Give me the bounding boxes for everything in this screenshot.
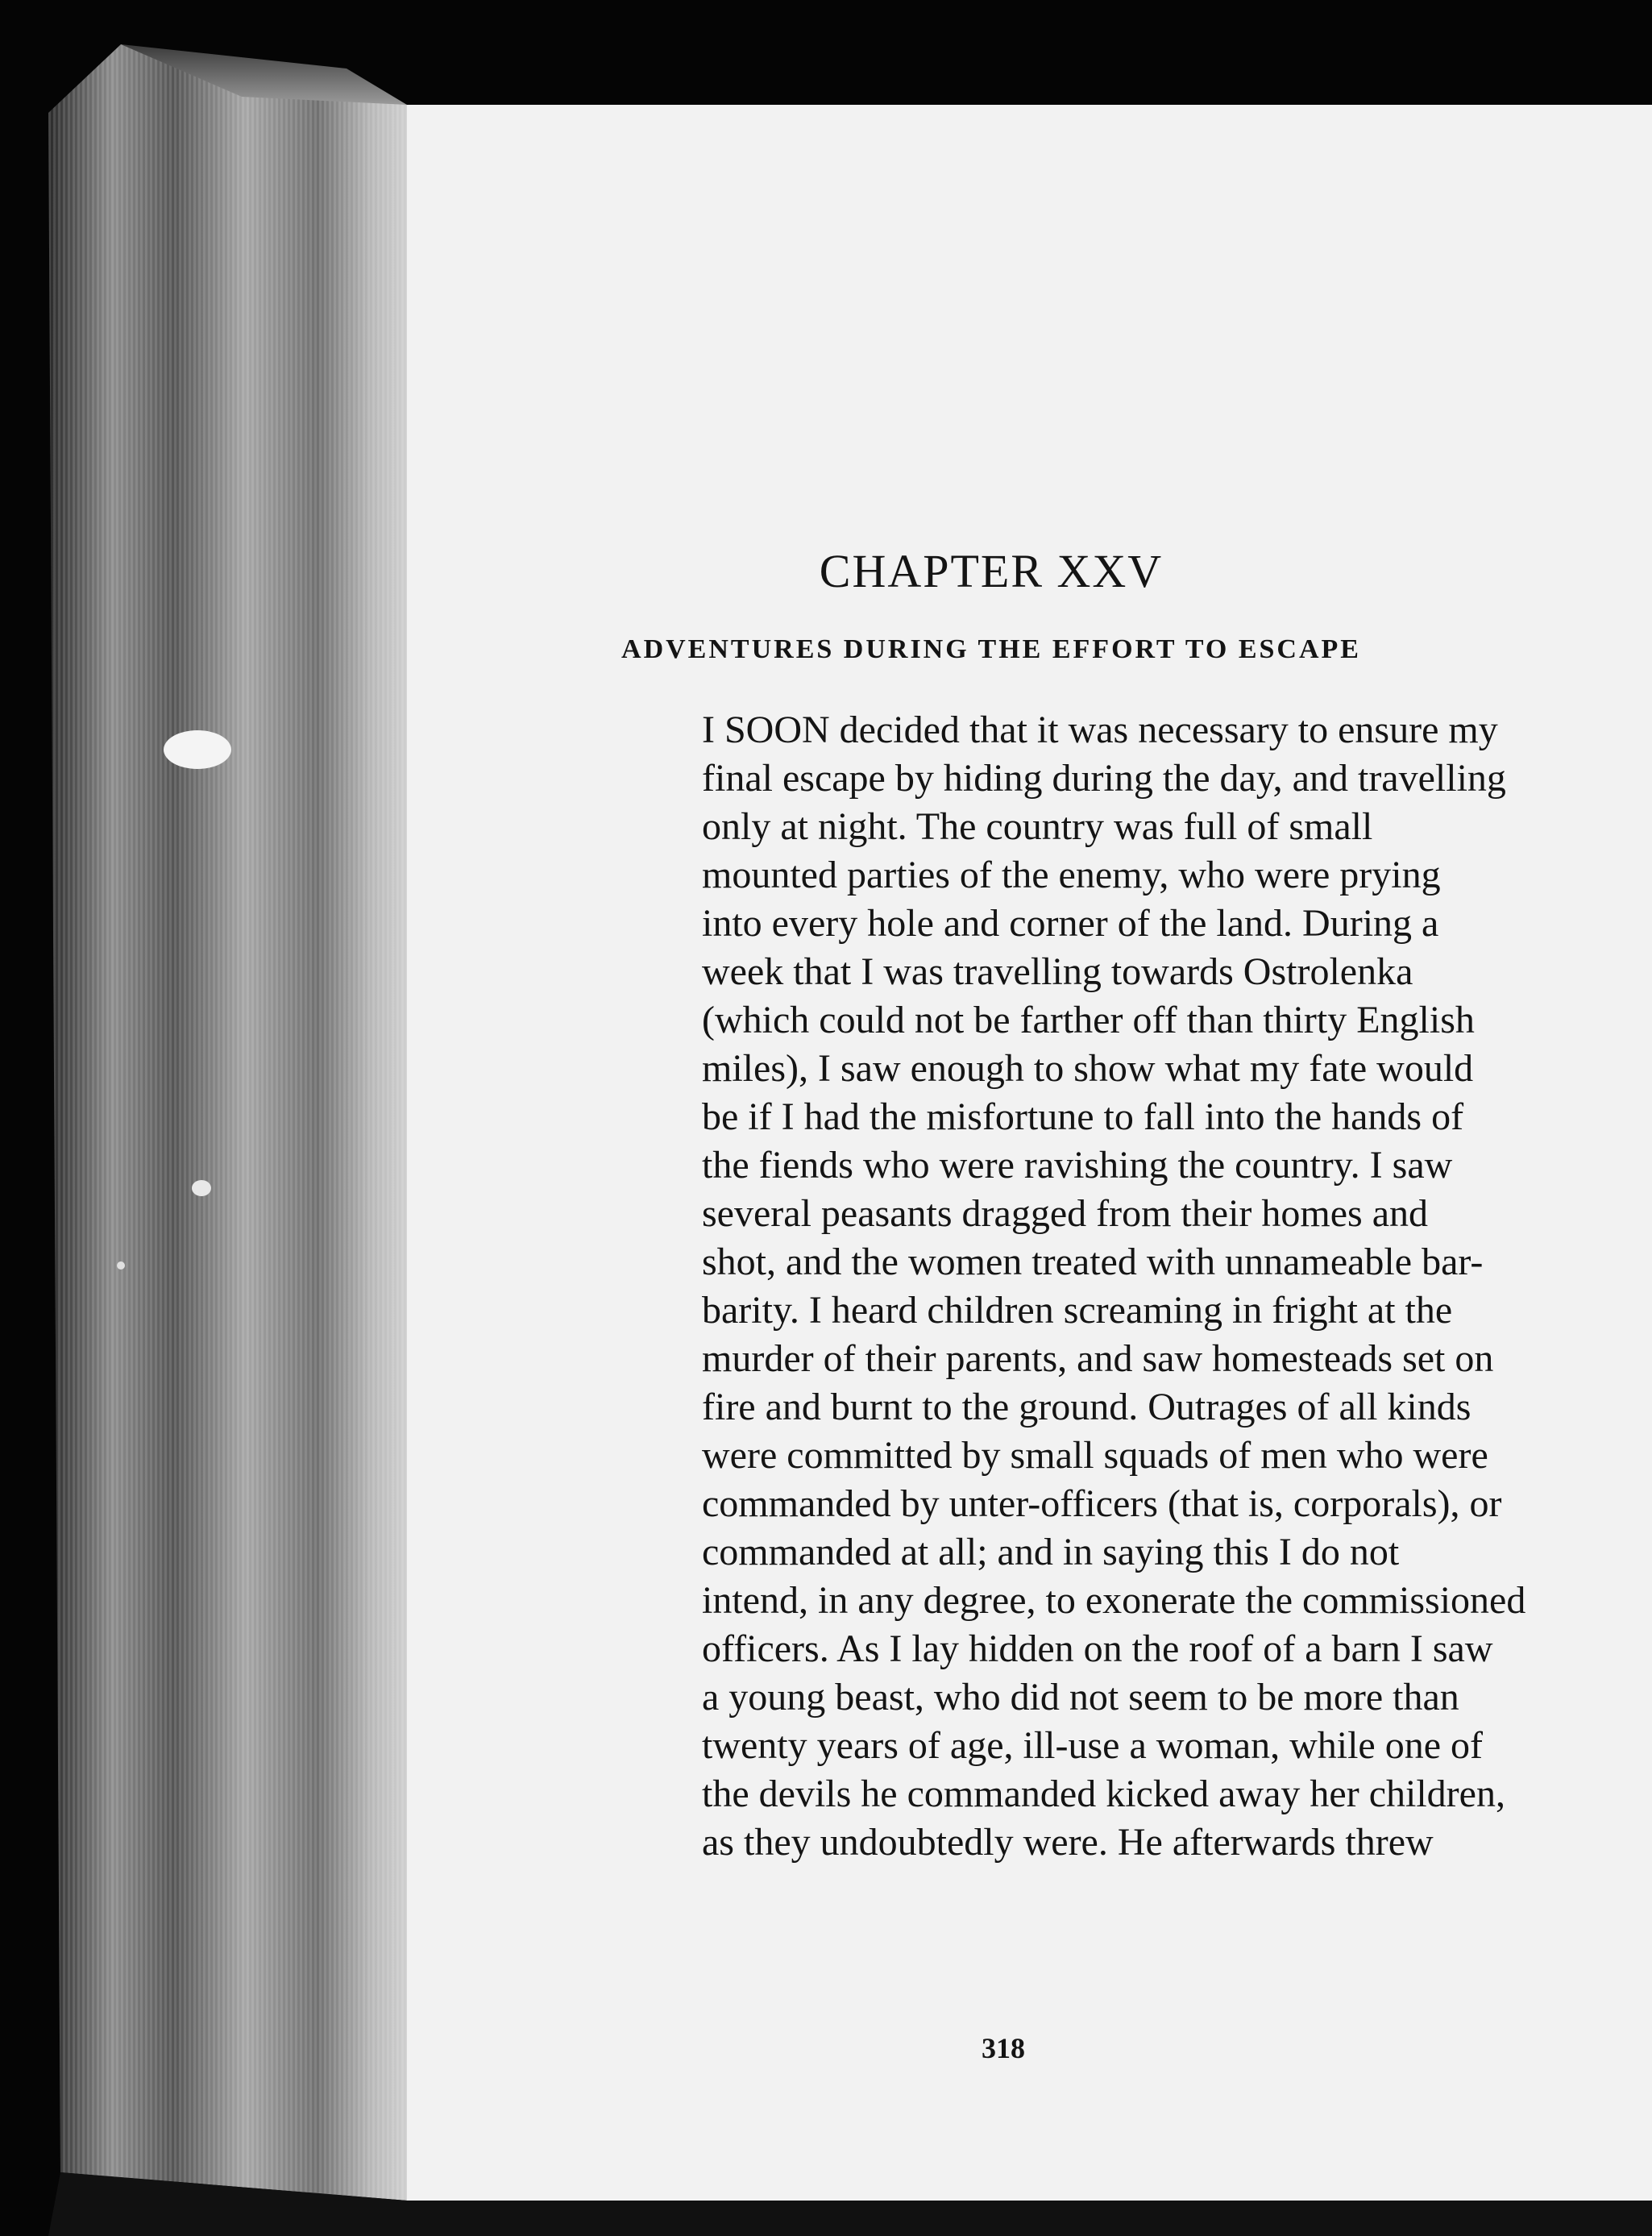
page-number: 318 xyxy=(982,2032,1025,2064)
body-line: I SOON decided that it was necessary to ensure my xyxy=(702,709,1498,751)
body-line: barity. I heard children screaming in fright at the xyxy=(702,1289,1453,1332)
body-line: murder of their parents, and saw homesteads set on xyxy=(702,1337,1494,1380)
book-page xyxy=(407,105,1652,2201)
body-line: (which could not be farther off than thirty English xyxy=(702,999,1475,1041)
body-line: commanded at all; and in saying this I do not xyxy=(702,1531,1400,1573)
body-line: a young beast, who did not seem to be more than xyxy=(702,1676,1459,1719)
body-line: be if I had the misfortune to fall into the hands of xyxy=(702,1095,1464,1138)
body-line: were committed by small squads of men who were xyxy=(702,1434,1488,1477)
body-line: commanded by unter-officers (that is, corporals), or xyxy=(702,1482,1502,1525)
body-line: week that I was travelling towards Ostrolenka xyxy=(702,950,1413,993)
body-line: the devils he commanded kicked away her children, xyxy=(702,1773,1505,1815)
chapter-heading: CHAPTER XXV xyxy=(819,545,1164,597)
body-line: intend, in any degree, to exonerate the commissioned xyxy=(702,1579,1526,1622)
body-line: mounted parties of the enemy, who were prying xyxy=(702,854,1441,896)
chapter-subtitle: ADVENTURES DURING THE EFFORT TO ESCAPE xyxy=(621,634,1361,664)
body-line: shot, and the women treated with unnameable bar- xyxy=(702,1241,1484,1283)
body-line: only at night. The country was full of small xyxy=(702,805,1373,848)
body-line: miles), I saw enough to show what my fate would xyxy=(702,1047,1474,1090)
body-line: several peasants dragged from their homes and xyxy=(702,1192,1429,1235)
body-line: into every hole and corner of the land. During a xyxy=(702,902,1439,945)
body-line: final escape by hiding during the day, and travelling xyxy=(702,757,1506,800)
body-line: fire and burnt to the ground. Outrages of all kinds xyxy=(702,1386,1471,1428)
body-line: twenty years of age, ill-use a woman, while one of xyxy=(702,1724,1484,1767)
body-line: as they undoubtedly were. He afterwards threw xyxy=(702,1821,1434,1864)
body-line: the fiends who were ravishing the country. I saw xyxy=(702,1144,1453,1187)
body-line: officers. As I lay hidden on the roof of a barn I saw xyxy=(702,1627,1493,1670)
